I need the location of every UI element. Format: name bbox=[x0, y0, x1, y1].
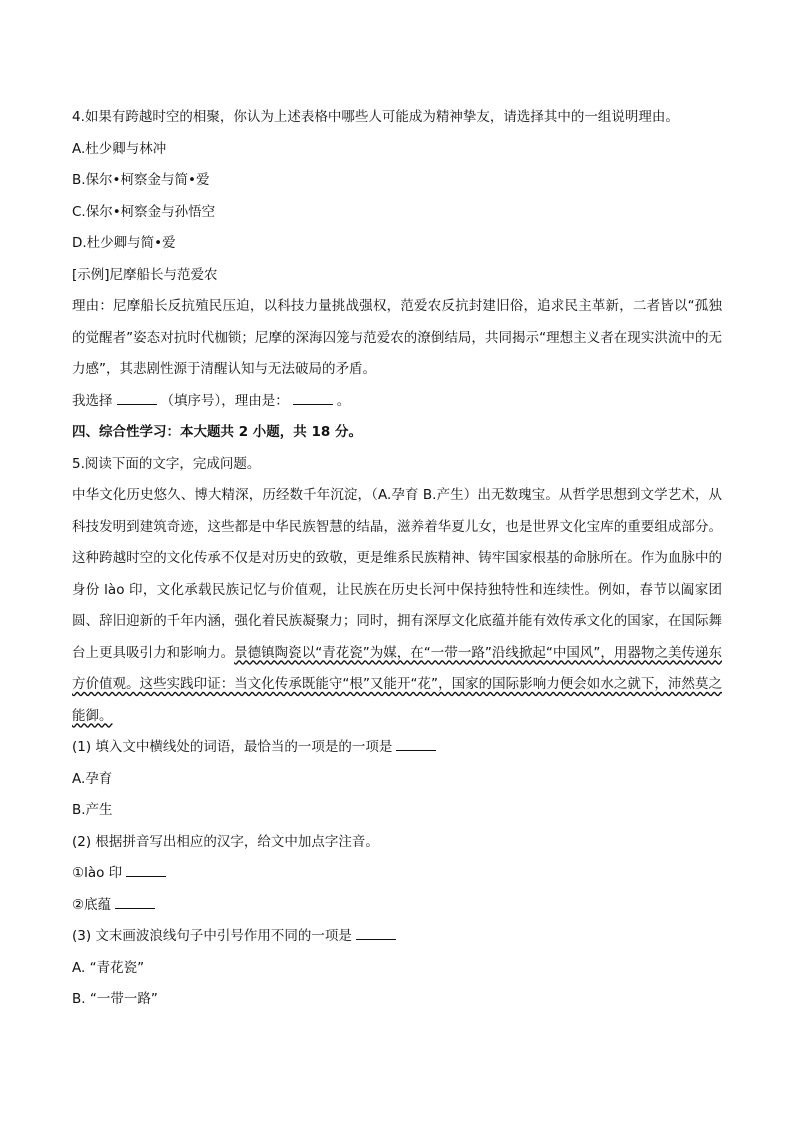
q4-example-title: [示例]尼摩船长与范爱农 bbox=[72, 266, 218, 283]
sub3-text: (3) 文末画波浪线句子中引号作用不同的一项是 bbox=[72, 928, 352, 944]
sub1-text: (1) 填入文中横线处的词语，最恰当的一项是的一项是 bbox=[72, 739, 393, 755]
question-5-stem: 5.阅读下面的文字，完成问题。 bbox=[72, 455, 261, 472]
sub2-item-1-text: ①lào 印 bbox=[72, 865, 123, 881]
answer-middle: （填序号），理由是： bbox=[160, 392, 289, 409]
sub2-item-2-text: ②底蕴 bbox=[72, 896, 112, 913]
question-4-stem: 4.如果有跨越时空的相聚，你认为上述表格中哪些人可能成为精神挚友，请选择其中的一组说明理由。 bbox=[72, 109, 679, 125]
sub2-item-1-blank[interactable] bbox=[126, 864, 166, 877]
answer-blank-reason[interactable] bbox=[293, 392, 333, 405]
q5-passage bbox=[72, 480, 722, 732]
sub1-blank[interactable] bbox=[396, 738, 436, 751]
document-page bbox=[72, 102, 722, 1016]
sub2-item-1 bbox=[72, 858, 722, 890]
sub2-item-2 bbox=[72, 890, 722, 922]
q5-sub1 bbox=[72, 732, 722, 764]
section-4-heading: 四、综合性学习：本大题共 2 小题，共 18 分。 bbox=[72, 424, 362, 440]
answer-prefix: 我选择 bbox=[72, 392, 113, 409]
q4-option-d: D.杜少卿与简•爱 bbox=[72, 235, 176, 251]
answer-blank-number[interactable] bbox=[117, 392, 157, 405]
passage-main: 中华文化历史悠久、博大精深，历经数千年沉淀，（A.孕育 B.产生）出无数瑰宝。从哲学思想到文学艺术，从科技发明到建筑奇迹，这些都是中华民族智慧的结晶，滋养着华夏儿女，也是世界文化宝库的重要组成部分。这种跨越时空的文化传承不仅是对历史的致敬，更是维系民族精神、铸牢国家根基的命脉所在。作为血脉中的身份 lào 印，文化承载民族记忆与价值观，让民族在历史长河中保持独特性和连续性。例如，春节以阖家团圆、辞旧迎新的千年内涵，强化着民族凝聚力；同时，拥有深厚文化底蕴并能有效传承文化的国家，在国际舞台上更具吸引力和影响力。 bbox=[72, 487, 722, 661]
q4-option-b: B.保尔•柯察金与简•爱 bbox=[72, 172, 210, 188]
sub1-option-b: B.产生 bbox=[72, 802, 113, 818]
sub3-option-a: A. “青花瓷” bbox=[72, 959, 145, 976]
q4-example-reason: 理由：尼摩船长反抗殖民压迫，以科技力量挑战强权，范爱农反抗封建旧俗，追求民主革新，二者皆以“孤独的觉醒者”姿态对抗时代枷锁；尼摩的深海囚笼与范爱农的潦倒结局，共同揭示“理想主义者在现实洪流中的无力感”，其悲剧性源于清醒认知与无法破局的矛盾。 bbox=[72, 298, 722, 377]
q4-answer-line bbox=[72, 386, 722, 418]
q4-option-a: A.杜少卿与林冲 bbox=[72, 140, 167, 157]
q4-option-c: C.保尔•柯察金与孙悟空 bbox=[72, 203, 216, 220]
q5-sub2: (2) 根据拼音写出相应的汉字，给文中加点字注音。 bbox=[72, 833, 379, 850]
answer-end: 。 bbox=[336, 392, 351, 409]
sub3-blank[interactable] bbox=[356, 927, 396, 940]
passage-wavy-sentence: 景德镇陶瓷以“青花瓷”为媒，在“一带一路”沿线掀起“中国风”，用器物之美传递东方价值观。这些实践印证：当文化传承既能守“根”又能开“花”，国家的国际影响力便会如水之就下，沛然莫之能御。 bbox=[72, 644, 723, 724]
q5-sub3 bbox=[72, 921, 722, 953]
sub2-item-2-blank[interactable] bbox=[115, 896, 155, 909]
sub1-option-a: A.孕育 bbox=[72, 770, 113, 787]
sub3-option-b: B. “一带一路” bbox=[72, 991, 158, 1007]
